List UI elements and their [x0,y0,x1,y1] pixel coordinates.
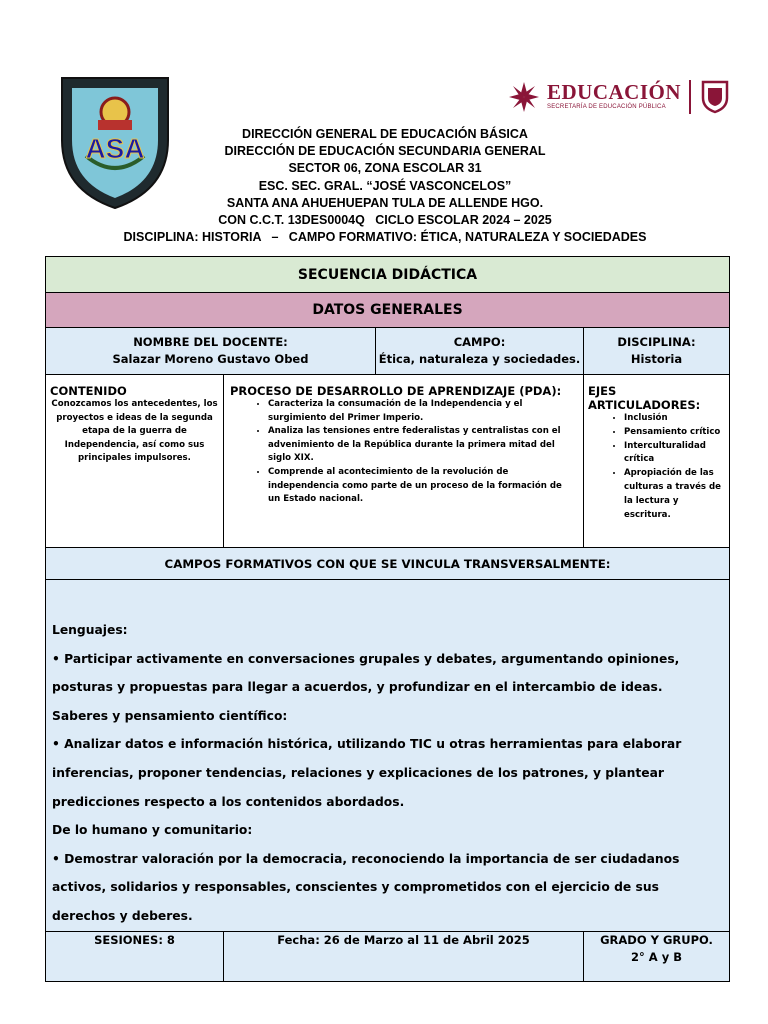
header-line-6: CON C.C.T. 13DES0004Q CICLO ESCOLAR 2024 – 2025 [218,213,552,228]
lenguajes-title: Lenguajes: [52,623,128,637]
secuencia-title: SECUENCIA DIDÁCTICA [46,257,730,293]
pda-cell [224,375,584,548]
disciplina-cell [584,328,730,375]
lenguajes-text: • Participar activamente en conversaciones grupales y debates, argumentando opiniones, posturas y propuestas para llegar a acuerdos, y profundizar en el intercambio de ideas. [52,651,680,695]
sequence-table [45,256,730,982]
fecha-cell: Fecha: 26 de Marzo al 11 de Abril 2025 [224,931,584,981]
campos-formativos-title: CAMPOS FORMATIVOS CON QUE SE VINCULA TRANSVERSALMENTE: [46,548,730,580]
ejes-item-1: • Inclusión [624,412,727,426]
ejes-item-3: • Interculturalidad crítica [624,440,727,468]
datos-generales-title: DATOS GENERALES [46,293,730,328]
pda-item-1: • Caracteriza la consumación de la Independencia y el surgimiento del Primer Imperio. [268,398,577,425]
sep-brand-subtitle: SECRETARÍA DE EDUCACIÓN PÚBLICA [547,104,666,110]
header-line-7: DISCIPLINA: HISTORIA – CAMPO FORMATIVO: ÉTICA, NATURALEZA Y SOCIEDADES [123,230,647,245]
pda-list [224,398,583,507]
contenido-cell [46,375,224,548]
contenido-text: Conozcamos los antecedentes, los proyectos e ideas de la segunda etapa de la guerra de Independencia, así como sus principales impulsores. [51,399,218,464]
ejes-label: EJES ARTICULADORES: [588,384,701,412]
header-line-2: DIRECCIÓN DE EDUCACIÓN SECUNDARIA GENERAL [224,144,546,159]
grado-value: 2° A y B [631,949,682,964]
ejes-item-2: • Pensamiento crítico [624,426,727,440]
ejes-list [584,412,729,522]
grado-cell [584,931,730,981]
docente-value: Salazar Moreno Gustavo Obed [112,352,309,366]
school-logo-text: ASA [85,133,145,164]
grado-label: GRADO Y GRUPO. [600,932,713,947]
pda-item-2: • Analiza las tensiones entre federalistas y centralistas con el advenimiento de la República durante la primera mitad del siglo XIX. [268,425,577,466]
header-line-1: DIRECCIÓN GENERAL DE EDUCACIÓN BÁSICA [242,127,528,141]
header-line-3: SECTOR 06, ZONA ESCOLAR 31 [288,161,482,176]
header-line-4: ESC. SEC. GRAL. “JOSÉ VASCONCELOS” [258,178,512,193]
campo-cell [376,328,584,375]
sep-brand-word: EDUCACIÓN [547,80,682,104]
sep-divider [689,80,691,114]
ejes-cell [584,375,730,548]
hidalgo-crest-icon [699,78,731,114]
pda-item-3: • Comprende al acontecimiento de la revolución de independencia como parte de un proceso de la formación de un Estado nacional. [268,466,577,507]
humano-title: De lo humano y comunitario: [52,823,253,838]
transversal-text [46,580,729,931]
disciplina-value: Historia [630,352,683,366]
sesiones-cell: SESIONES: 8 [46,931,224,981]
pda-label: PROCESO DE DESARROLLO DE APRENDIZAJE (PDA): [230,384,562,398]
header-line-5: SANTA ANA AHUEHUEPAN TULA DE ALLENDE HGO. [226,195,544,210]
contenido-label: CONTENIDO [50,384,127,398]
campo-value: Ética, naturaleza y sociedades. [378,352,581,366]
sep-flower-icon [507,80,541,114]
humano-text: • Demostrar valoración por la democracia, reconociendo la importancia de ser ciudadanos activos, solidarios y responsables, conscientes y comprometidos con el ejercicio de sus derechos y deberes. [52,851,680,923]
document-header [90,126,680,246]
saberes-text: • Analizar datos e información histórica, utilizando TIC u otras herramientas para elaborar inferencias, proponer tendencias, relaciones y explicaciones de los patrones, y plantear predicciones respecto a los contenidos abordados. [52,737,682,809]
docente-label: NOMBRE DEL DOCENTE: [133,335,288,349]
docente-cell [46,328,376,375]
transversal-cell [46,580,730,932]
ejes-item-4: • Apropiación de las culturas a través de la lectura y escritura. [624,467,727,522]
disciplina-label: DISCIPLINA: [617,335,696,349]
saberes-title: Saberes y pensamiento científico: [52,708,288,723]
campo-label: CAMPO: [453,335,506,349]
sep-logo [507,78,732,118]
